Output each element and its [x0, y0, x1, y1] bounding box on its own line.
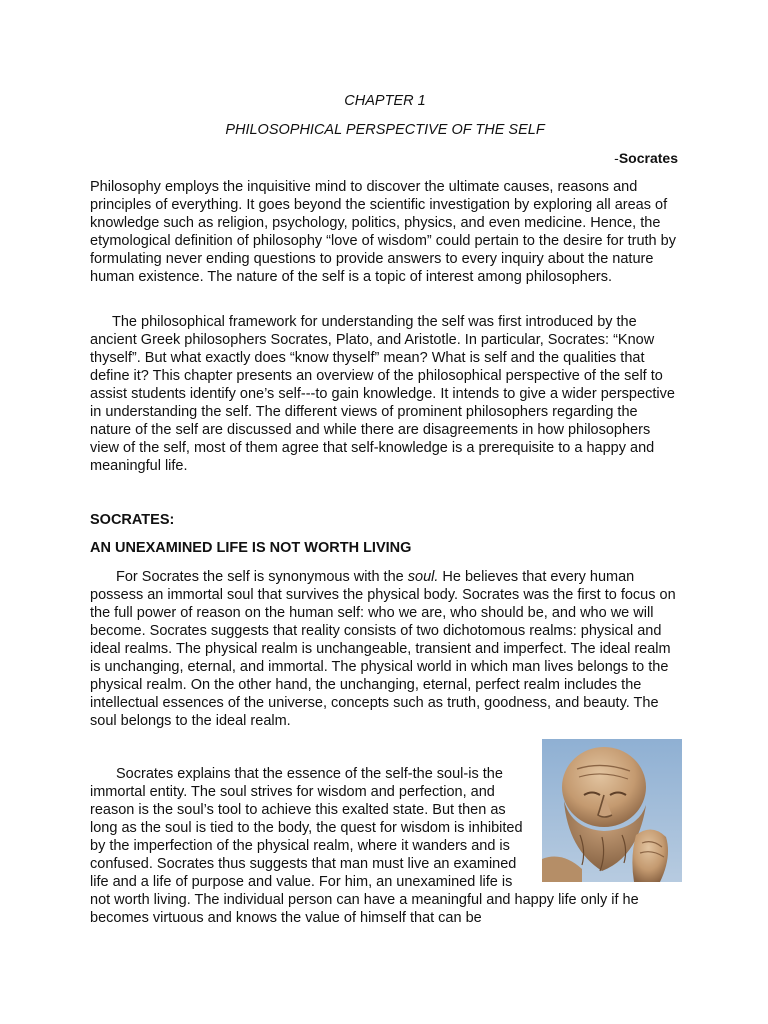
intro-paragraph: Philosophy employs the inquisitive mind to discover the ultimate causes, reasons and principles of everything. It goes beyond the scientific investigation by exploring all areas of knowledge such as religion, psychology, politics, physics, and even medicine. Hence, the etymological definition of philosophy “love of wisdom” could pertain to the desire for truth by formulating never ending questions to provide answers to every inquiry about the nature human existence. The nature of the self is a topic of interest among philosophers.: [90, 179, 676, 285]
framework-paragraph: The philosophical framework for understanding the self was first introduced by the ancient Greek philosophers Socrates, Plato, and Aristotle. In particular, Socrates: “Know thyself”. But what exactly does “know thyself” mean? What is self and the qualities that define it? This chapter presents an overview of the philosophical perspective of the self to assist students identify one’s self---to gain knowledge. It intends to give a wider perspective in understanding the self. The different views of prominent philosophers regarding the nature of the self are discussed and while there are disagreements in how philosophers view of the self, most of them agree that self-knowledge is a prerequisite to a happy and meaningful life.: [90, 314, 675, 474]
soul-paragraph-start: For Socrates the self is synonymous with the: [116, 569, 408, 585]
attribution-name: Socrates: [618, 150, 678, 166]
chapter-title: PHILOSOPHICAL PERSPECTIVE OF THE SELF: [225, 122, 545, 138]
section-subheading: AN UNEXAMINED LIFE IS NOT WORTH LIVING: [90, 540, 412, 556]
soul-paragraph-rest: He believes that every human possess an immortal soul that survives the physical body. Socrates was the first to focus on the full power of reason on the human self: who we are, who should be, and who we will become. Socrates suggests that reality consists of two dichotomous realms: physical and ideal realms. The physical realm is unchangeable, transient and imperfect. The ideal realm is unchanging, eternal, and immortal. The physical world in which man lives belongs to the physical realm. On the other hand, the unchanging, eternal, perfect realm includes the intellectual essences of the universe, concepts such as truth, goodness, and beauty. The soul belongs to the ideal realm.: [90, 569, 676, 729]
chapter-number: CHAPTER 1: [344, 93, 426, 109]
attribution-prefix: -: [614, 150, 619, 166]
section-heading-socrates: SOCRATES:: [90, 512, 175, 528]
soul-paragraph: [90, 568, 680, 730]
essence-paragraph: Socrates explains that the essence of the self-the soul-is the immortal entity. The soul strives for wisdom and perfection, and reason is the soul’s tool to achieve this exalted state. But then as long as the soul is tied to the body, the quest for wisdom is inhibited by the imperfection of the physical realm, where it wanders and is confused. Socrates thus suggests that man must live an examined life and a life of purpose and value. For him, an unexamined life is not worth living. The individual person can have a meaningful and happy life only if he becomes virtuous and knows the value of himself that can be: [90, 766, 639, 926]
soul-emphasis: soul.: [407, 569, 439, 585]
socrates-statue-image: [542, 739, 682, 882]
attribution: [90, 150, 678, 166]
essence-section: [90, 739, 680, 927]
